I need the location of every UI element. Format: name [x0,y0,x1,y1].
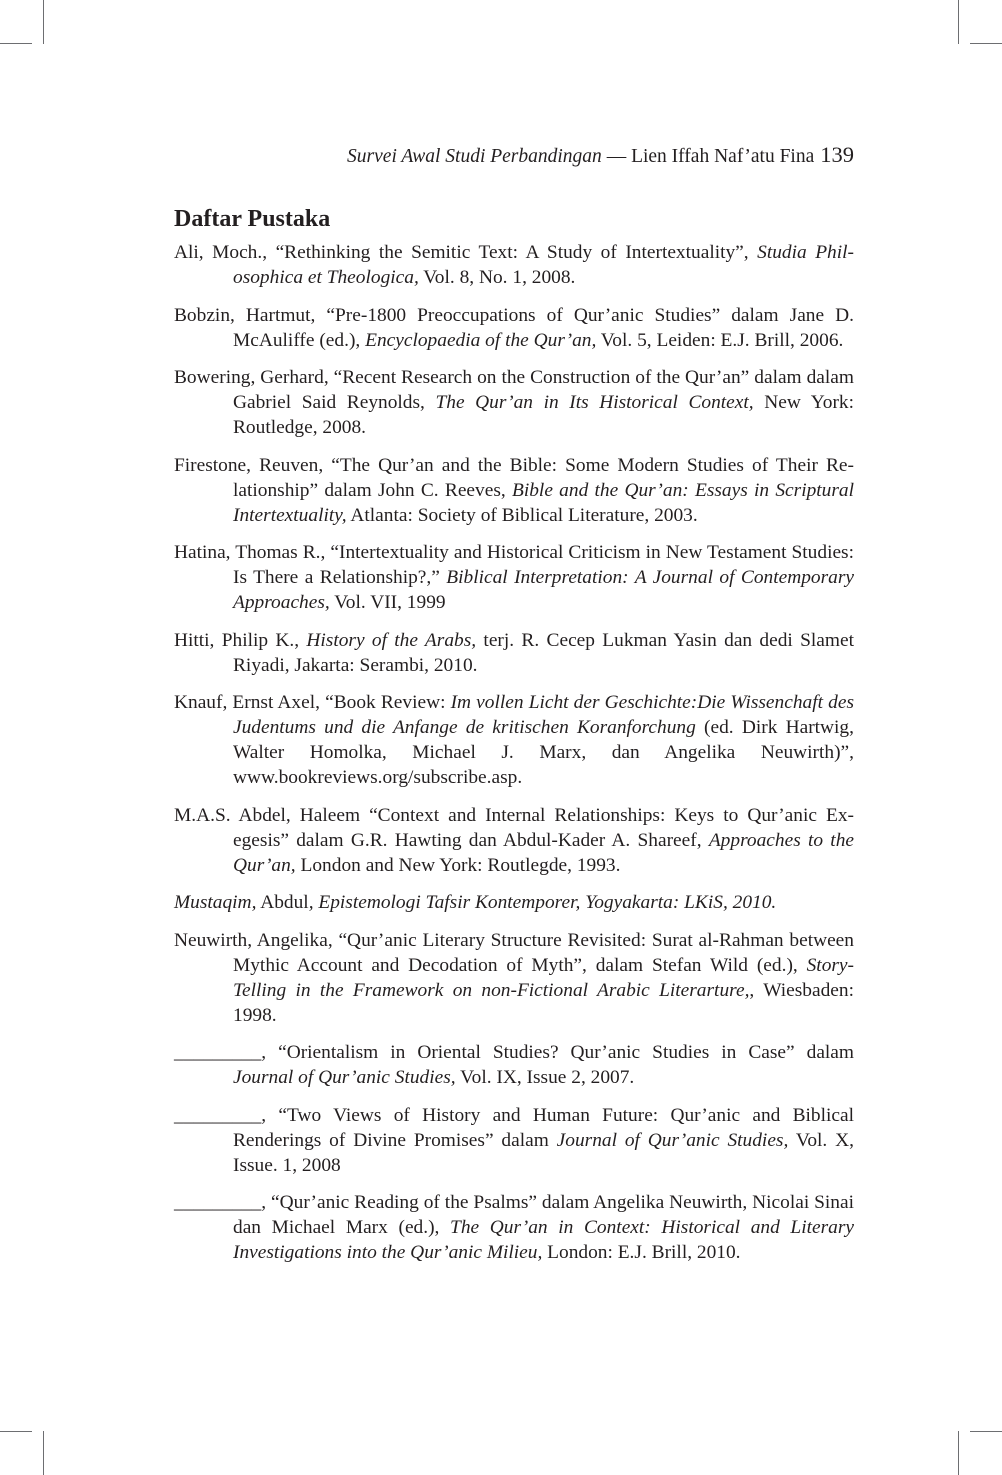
reference-entry [174,1190,854,1265]
running-head-title: Survei Awal Studi Perbandingan [347,146,602,167]
reference-title-text: History of the Arabs, [306,629,477,651]
crop-mark [0,1431,32,1432]
section-heading: Daftar Pustaka [174,206,331,232]
reference-text: Bobzin, Hartmut, “Pre-1800 Preoccupations of Qur’anic Studies” dalam Jane D. McAuliffe (ed.), [174,304,854,351]
crop-mark [970,1431,1002,1432]
running-head-separator: — [601,146,632,167]
crop-mark [0,43,32,44]
reference-title-text: Biblical Interpretation: A Journal of Contemporary Approaches, [233,567,854,613]
reference-title-text: The Qur’an in Context: Historical and Literary Investigations into the Qur’anic Milieu, [233,1217,854,1263]
reference-text: Neuwirth, Angelika, “Qur’anic Literary Structure Revisited: Surat al-Rahman between Mythic Account and Decodation of Myth”, dalam Stefan Wild (ed.), [174,929,854,976]
reference-text: Vol. 5, Leiden: E.J. Brill, 2006. [596,329,844,351]
crop-mark [43,0,44,44]
reference-entry [174,240,854,290]
reference-text: _________, “Qur’anic Reading of the Psalms” dalam Angelika Neuwirth, Nicolai Sinai dan Michael Marx (ed.), [174,1192,854,1238]
reference-entry [174,453,854,528]
reference-entry [174,365,854,440]
reference-text: Hatina, Thomas R., “Intertextuality and Historical Criticism in New Testament Studies: Is There a Relationship?,” [174,542,854,588]
reference-title-text: Story-Telling in the Framework on non-Fictional Arabic Literarture, [233,954,854,1001]
reference-title-text: Journal of Qur’anic Studies, [556,1129,789,1151]
reference-text: Abdul [256,892,309,913]
reference-text: (ed. Dirk Hartwig, Walter Homolka, Michael J. Marx, dan Angelika Neuwirth)”, www.bookreviews.org/subscribe.asp. [233,717,854,788]
running-head-author: Lien Iffah Naf’atu Fina [631,146,815,167]
reference-text: , Wiesbaden: 1998. [233,979,854,1026]
reference-entry [174,803,854,878]
reference-text: _________, “Two Views of History and Human Future: Qur’anic and Biblical Renderings of Divine Promises” dalam [174,1104,854,1151]
reference-title-text: Journal of Qur’anic Studies, [233,1067,456,1088]
reference-title-text: Encyclopaedia of the Qur’an, [365,329,597,351]
reference-text: _________, “Orientalism in Oriental Studies? Qur’anic Studies in Case” dalam [174,1042,854,1063]
reference-title-text: Bible and the Qur’an: Essays in Scriptural Intertextuality, [233,479,854,526]
reference-entry [174,928,854,1028]
reference-entry [174,1040,854,1090]
running-head [174,141,854,171]
crop-mark [958,1431,959,1475]
reference-title-text: Studia Philosophica et Theologica, [233,242,854,288]
reference-title-text: Mustaqim, [174,892,257,913]
reference-text: Ali, Moch., “Rethinking the Semitic Text: A Study of Intertextuality”, [174,242,758,263]
reference-entry [174,690,854,790]
reference-text: Vol. IX, Issue 2, 2007. [455,1067,635,1088]
reference-text: Vol. 8, No. 1, 2008. [418,267,576,288]
reference-text: London and New York: Routlegde, 1993. [295,854,621,876]
reference-text: New York: Routledge, 2008. [233,392,854,438]
reference-text: Firestone, Reuven, “The Qur’an and the Bible: Some Modern Studies of Their Relationship” dalam John C. Reeves, [174,454,854,501]
reference-list [174,240,854,1278]
page-number: 139 [820,142,854,167]
reference-text: terj. R. Cecep Lukman Yasin dan dedi Slamet Riyadi, Jakarta: Serambi, 2010. [233,629,854,676]
reference-text: Bowering, Gerhard, “Recent Research on the Construction of the Qur’an” dalam dalam Gabriel Said Reynolds, [174,367,854,413]
reference-entry [174,1103,854,1178]
reference-title-text: Im vollen Licht der Geschichte:Die Wissenchaft des Judentums und die Anfange de kritischen Koranforchung [233,692,854,738]
reference-text: Vol. VII, 1999 [329,592,446,613]
crop-mark [43,1431,44,1475]
reference-title-text: The Qur’an in Its Historical Context, [435,392,754,413]
reference-title-text: Approaches to the Qur’an, [233,829,854,876]
reference-entry [174,303,854,353]
reference-text: M.A.S. Abdel, Haleem “Context and Internal Relationships: Keys to Qur’anic Exegesis” dalam G.R. Hawting dan Abdul-Kader A. Shareef, [174,804,854,851]
reference-text: Atlanta: Society of Biblical Literature, 2003. [346,504,698,526]
reference-text: London: E.J. Brill, 2010. [542,1242,741,1263]
crop-mark [958,0,959,44]
crop-mark [970,43,1002,44]
reference-text: Vol. X, Issue. 1, 2008 [233,1129,854,1176]
reference-text: Knauf, Ernst Axel, “Book Review: [174,692,451,713]
reference-title-text: , Epistemologi Tafsir Kontemporer, Yogyakarta: LKiS, 2010. [308,892,777,913]
reference-entry [174,628,854,678]
reference-entry [174,890,854,915]
reference-entry [174,540,854,615]
reference-text: Hitti, Philip K., [174,629,307,651]
